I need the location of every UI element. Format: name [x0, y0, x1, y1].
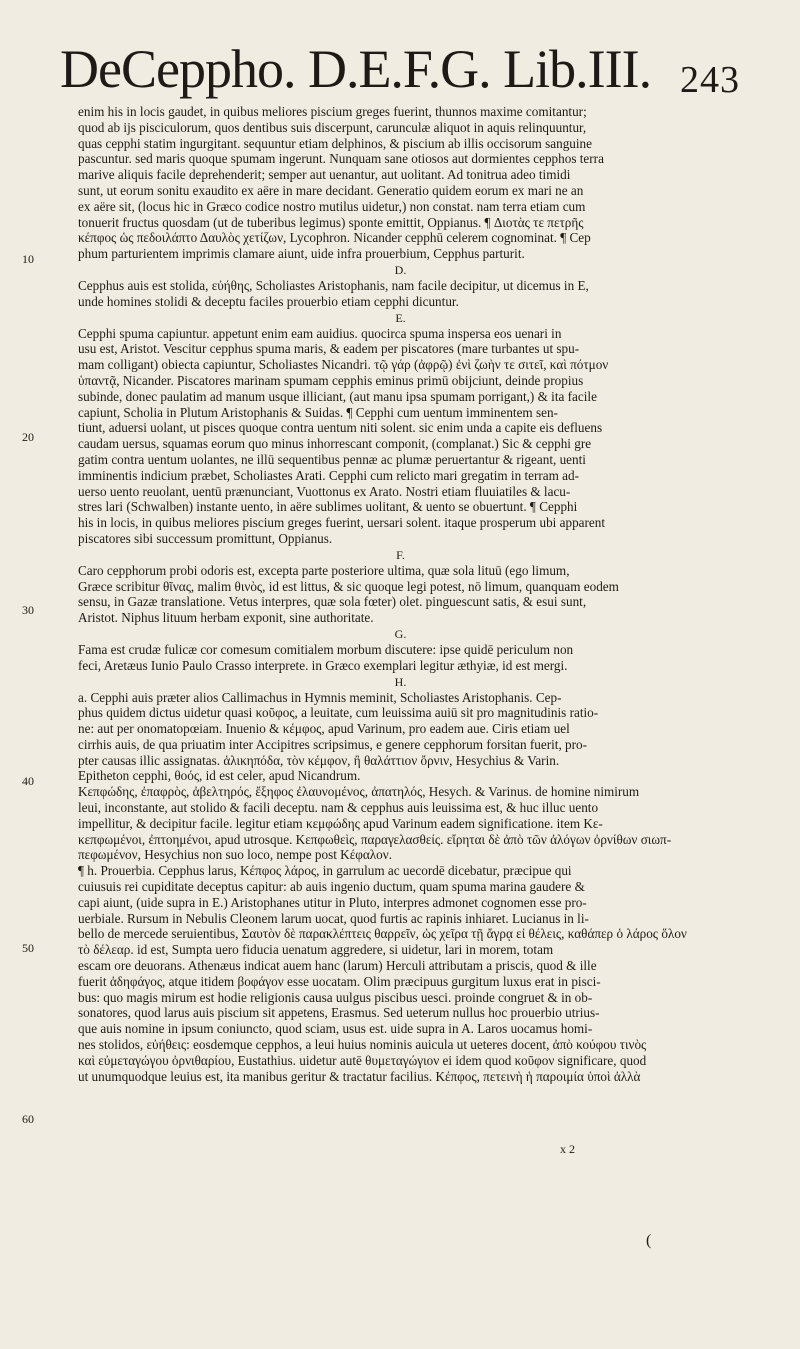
text-line: nes stolidos, εὐήθεις: eosdemque cepphos, a leui huius nominis auicula ut ueteres docent, ἀπὸ κούφου τινὸς [78, 1037, 647, 1053]
line-number: 20 [22, 430, 34, 444]
text-line: Κεπφώδης, ἐπαφρὸς, ἀβελτηρός, ἔξηφος ἐλαυνομένος, ἀπατηλός, Hesych. & Varinus. de homine nimirum [78, 784, 640, 800]
text-line: que auis nomine in ipsum coniuncto, quod sciam, usus est. uide supra in A. Laros uocamus homi- [78, 1021, 593, 1037]
text-line: tonuerit fructus quosdam (ut de tuberibus legimus) sponte emittit, Oppianus. ¶ Διοτὰς τε πετρῆς [78, 214, 584, 230]
text-line: unde homines stolidi & deceptu faciles prouerbio etiam cepphi dicuntur. [78, 293, 459, 309]
text-line: marive aliquis facile deprehenderit; semper aut uenantur, aut uolitant. Ad tonitrua adeo timidi [78, 167, 571, 183]
text-line: Epitheton cepphi, θοός, id est celer, apud Nicandrum. [78, 768, 361, 784]
text-line: τὸ δέλεαρ. id est, Sumpta uero fiducia uenatum aggredere, si uidetur, lari in morem, totam [78, 942, 554, 958]
text-line: enim his in locis gaudet, in quibus meliores piscium greges fuerint, thunnos maxime comitantur; [78, 104, 587, 119]
text-line: stres lari (Schwalben) instante uento, in aëre sublimes uolitant, & uento se obuertunt. ¶ Cepphi [78, 499, 578, 515]
text-line: καὶ εὐμεταγώγου ὀρνιθαρίου, Eustathius. uidetur autē θυμεταγώγιον ei idem quod κοῦφον significare, quod [78, 1052, 647, 1068]
text-line: κεπφωμένοι, ἐπτοημένοι, apud utrosque. Κεπφωθεὶς, παραγελασθείς. εἴρηται δὲ ἀπὸ τῶν ἀλόγων ὀρνίθων σιωπ- [78, 831, 672, 847]
text-line: a. Cepphi auis præter alios Callimachus in Hymnis meminit, Scholiastes Aristophanis. Cep- [78, 689, 562, 705]
text-line: ut unumquodque leuius est, ita manibus geritur & tractatur facilius. Κέπφος, πετεινὴ ἡ παροιμία ὑποὶ ἀλλὰ [78, 1068, 641, 1084]
text-line: impellitur, & decipitur facile. legitur etiam κεμφώδης apud Varinum eadem significatione. item Κε- [78, 815, 603, 831]
text-line: κέπφος ὡς πεδοιλάπτο Δαυλὸς χετίζων, Lycophron. Nicander cepphū celerem cognominat. ¶ Cep [78, 230, 591, 246]
text-line: usu est, Aristot. Vescitur cepphus spuma maris, & eadem per piscatores (mare turbantes ut spu- [78, 341, 580, 357]
text-line: ¶ h. Prouerbia. Cepphus larus, Κέπφος λάρος, in garrulum ac uecordē dicebatur, præcipue qui [78, 863, 572, 879]
text-line: ne: aut per onomatopœiam. Inuenio & κέμφος, apud Varinum, pro eadem aue. Ciris etiam uel [78, 721, 570, 737]
page-header [60, 38, 740, 108]
text-line: πεφωμένον, Hesychius non suo loco, nempe post Κέφαλον. [78, 847, 392, 863]
section-heading: F. [396, 547, 405, 562]
line-number: 60 [22, 1112, 34, 1126]
running-title: DeCeppho. D.E.F.G. Lib.III. [60, 39, 652, 99]
text-line: bello de mercede seruientibus, Σαυτὸν δὲ παρακλέπτεις θαρρεῖν, ὡς χεῖρα τῇ ἄγρᾳ εἰ θέλεις, καθάπερ ὁ λάρος ὅλον [78, 926, 687, 942]
section-heading: G. [394, 626, 407, 641]
text-line: Cepphi spuma capiuntur. appetunt enim eam auidius. quocirca spuma inspersa eos uenari in [78, 325, 562, 341]
line-number: 10 [22, 252, 34, 266]
text-line: quod ab ijs pisciculorum, quos dentibus suis discerpunt, carunculæ aliquot in aquis relinquuntur, [78, 119, 587, 135]
text-line: leui, inconstante, aut stolido & facili deceptu. nam & cepphus auis leuissima est, & huc illuc uento [78, 800, 599, 816]
line-number: 50 [22, 941, 34, 955]
section-heading: H. [394, 674, 407, 689]
section-heading: D. [394, 262, 407, 277]
text-line: tiunt, aduersi uolant, ut pisces quoque contra uentum niti solent. sic enim unda a capite eis defluens [78, 420, 603, 436]
text-line: cuiusuis rei cupiditate deceptus capitur: ab auis ingenio ductum, quam spuma marina gaudere & [78, 879, 585, 895]
text-line: uerbiale. Rursum in Nebulis Cleonem larum uocat, quod furtis ac rapinis inhiaret. Lucianus in li- [78, 910, 589, 926]
text-line: fuerit ἀδηφάγος, atque itidem βοφάγον esse uocatam. Olim præcipuus gurgitum luxus erat in pisci- [78, 973, 601, 989]
signature-mark: x 2 [560, 1142, 575, 1156]
text-line: cirrhis auis, de qua priuatim inter Accipitres scripsimus, e genere cepphorum forsitan fuerit, pro- [78, 736, 588, 752]
text-line: sonatores, quod larus auis piscium sit appetens, Erasmus. Sed ueterum nullus hoc prouerbio utrius- [78, 1005, 600, 1021]
line-number: 30 [22, 603, 34, 617]
margin-mark: ( [646, 1232, 652, 1249]
text-line: sunt, ut eorum sonitu exaudito ex aëre in mare decidant. Generatio quidem eorum ex mari ne an [78, 182, 584, 198]
text-line: pter causas illic assignatas. ἁλικηπόδα, τὸν κέμφον, ἢ θαλάττιον ὄρνιν, Hesychius & Varin. [78, 752, 560, 768]
body-text [78, 104, 723, 1084]
text-line: ex aëre sit, (locus hic in Græco codice nostro mutilus uidetur,) non constat. nam terra etiam cum [78, 198, 586, 214]
text-line: subinde, donec paulatim ad manum usque illiciant, (aut manu ipsa spumam porrigant,) & ita facile [78, 388, 597, 404]
text-line: piscatores sibi successum promittunt, Oppianus. [78, 530, 333, 546]
text-line: uerso uento reuolant, uentū prænunciant, Vuottonus ex Arato. Nostri etiam fluuiatiles & lacu- [78, 483, 571, 499]
text-line: phum parturientem imprimis clamare aiunt, uide infra prouerbium, Cepphus parturit. [78, 246, 525, 262]
text-line: phus quidem dictus uidetur quasi κοῦφος, a leuitate, cum leuissima auiū sit pro magnitudinis ratio- [78, 705, 599, 721]
line-number: 40 [22, 774, 34, 788]
text-line: gatim contra uentum uolantes, ne illū sequentibus pennæ ac plumæ peruertantur & rigeant, uenti [78, 451, 586, 467]
text-line: imminentis indicium præbet, Scholiastes Arati. Cepphi cum relicto mari gregatim in terram ad- [78, 467, 580, 483]
text-line: bus: quo magis mirum est hodie religionis causa uulgus piscibus uesci. proinde congruet & in ob- [78, 989, 593, 1005]
folio-number: 243 [680, 59, 740, 101]
text-line: feci, Aretæus Iunio Paulo Crasso interprete. in Græco exemplari legitur æthyiæ, id est mergi. [78, 657, 568, 673]
text-line: ὑπαντᾷ, Nicander. Piscatores marinam spumam cepphis eminus primū obijciunt, deinde propius [78, 372, 584, 388]
text-line: caudam uersus, squamas eorum quo minus inhorrescant componit, (complanat.) Sic & cepphi gre [78, 436, 592, 452]
text-line: mam colligant) obiecta capiuntur, Scholiastes Nicandri. τῷ γάρ (ἀφρῷ) ἐνὶ ζωὴν τε σιτεῖ, καὶ πότμον [78, 357, 609, 373]
text-line: Græce scribitur θῖνας, malim θινὸς, id est littus, & sic quoque legi potest, nō limum, quanquam eodem [78, 578, 619, 594]
text-line: pascuntur. sed maris quoque spumam ingerunt. Nunquam sane otiosos aut dormientes cepphos terra [78, 151, 604, 167]
section-heading: E. [395, 310, 406, 325]
text-line: escam ore deuorans. Athenæus indicat auem hanc (larum) Herculi attributam a priscis, quod & ille [78, 958, 597, 974]
text-line: capi aiunt, (uide supra in E.) Aristophanes utitur in Pluto, interpres admonet cognomen esse pro- [78, 894, 587, 910]
text-line: his in locis, in quibus meliores piscium greges fuerint, uersari solent. itaque prosperum ubi apparent [78, 515, 606, 531]
text-line: Cepphus auis est stolida, εὐήθης, Scholiastes Aristophanis, nam facile decipitur, ut dicemus in E, [78, 277, 589, 293]
text-line: Fama est crudæ fulicæ cor comesum comitialem morbum discutere: ipse quidē periculum non [78, 641, 574, 657]
text-line: capiunt, Scholia in Plutum Aristophanis & Suidas. ¶ Cepphi cum uentum imminentem sen- [78, 404, 558, 420]
text-line: Aristot. Niphus lituum herbam exponit, sine authoritate. [78, 610, 374, 626]
text-line: Caro cepphorum probi odoris est, excepta parte posteriore ultima, quæ sola lituū (ego limum, [78, 562, 570, 578]
text-line: sensu, in Gazæ translatione. Vetus interpres, quæ sola fœter) olet. pinguescunt satis, & esui sunt, [78, 594, 587, 610]
text-line: quas cepphi statim ingurgitant. sequuntur etiam delphinos, & piscium ab illis occisorum sanguine [78, 135, 592, 151]
